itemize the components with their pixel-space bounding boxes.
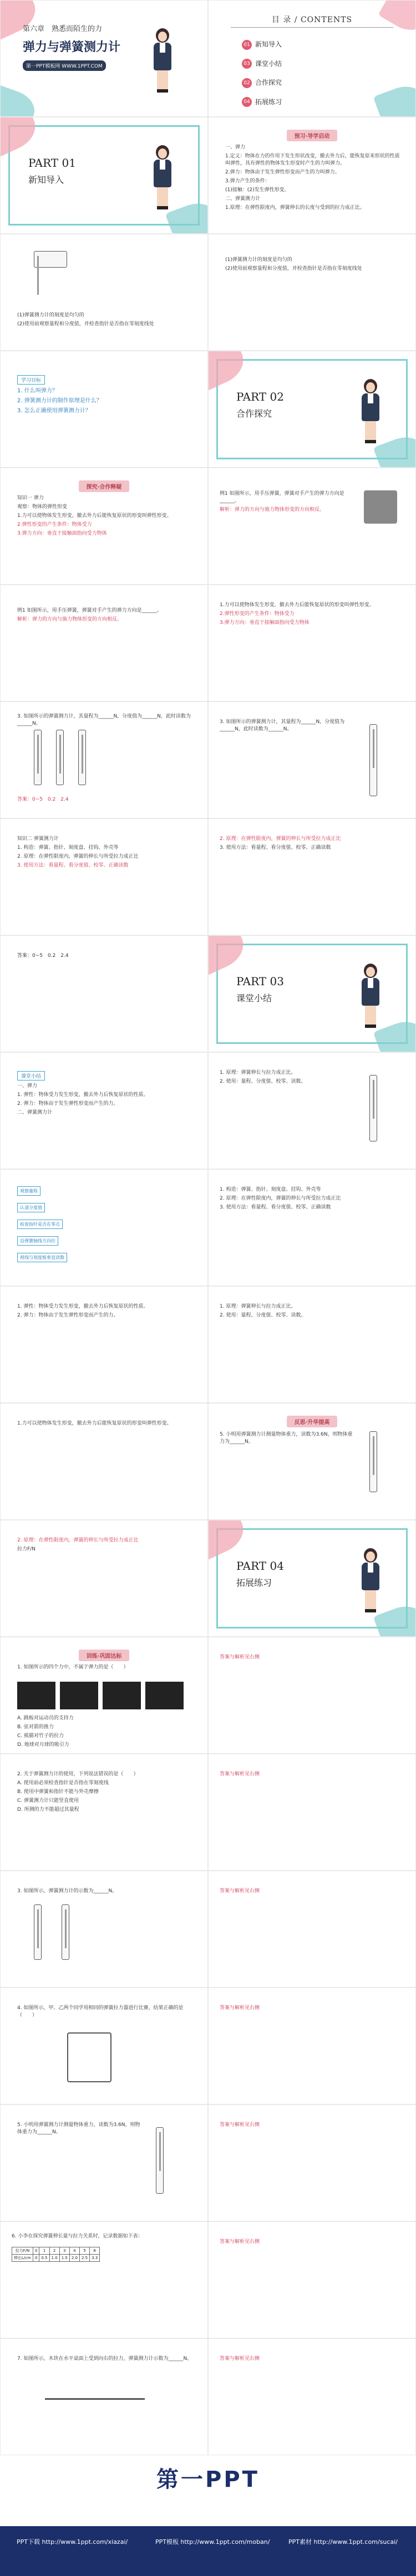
- answer-note: 答案与解析见右侧: [220, 2005, 260, 2011]
- intro-questions: (1)弹簧测力计的刻度是均匀的 (2)使用前观察量程和分度值，并检查指针是否指在零刻度线处: [17, 313, 154, 327]
- intro-questions-right: (1)弹簧测力计的刻度是均匀的 (2)使用前观察量程和分度值，并检查指针是否指在零刻度线处: [225, 257, 362, 272]
- option-image: [60, 1682, 98, 1709]
- goal-item: 2. 弹簧测力计的制作原理是什么？: [17, 398, 102, 404]
- slide-practice-2-answer: [208, 1754, 416, 1871]
- slide-coop-example: [208, 468, 416, 585]
- cover-title-block: [23, 23, 134, 71]
- answer-note: 答案与解析见右侧: [220, 1888, 260, 1894]
- toc-item[interactable]: 03 课堂小结: [242, 59, 307, 69]
- lesson-title: 弹力与弹簧测力计: [23, 40, 121, 54]
- option-image: [145, 1682, 184, 1709]
- practice-q1-images: [17, 1682, 184, 1709]
- coop-text-2: 例1 如图所示，用手压弹簧，弹簧对手产生的弹力方向是______。 解析：弹力的方向与施力物体形变的方向相反。: [17, 608, 162, 622]
- flow-explain: 1. 构造：弹簧、指针、刻度盘、挂钩、外壳等 2. 原理：在弹性限度内，弹簧的伸长与所受拉力成正比 3. 使用方法：看量程、看分度值、校零、正确读数: [220, 1187, 341, 1210]
- slide-know2-answer: [0, 935, 208, 1052]
- slide-practice-5: [0, 2104, 208, 2221]
- slide-part-02: [208, 351, 416, 468]
- slide-flow-right: [208, 1169, 416, 1286]
- brand-link[interactable]: PPT素材 http://www.1ppt.com/sucai/: [288, 2538, 398, 2546]
- answer-note: 答案与解析见右侧: [220, 2122, 260, 2128]
- practice-q4: 4. 如图所示，甲、乙两个同学用相同的弹簧拉力器进行比赛，结果正确的是（ ）: [17, 2005, 184, 2018]
- brand-link[interactable]: PPT下载 http://www.1ppt.com/xiazai/: [17, 2538, 128, 2546]
- toc-list: [242, 38, 375, 115]
- slide-practice-7: [0, 2338, 208, 2455]
- answer-note: 答案与解析见右侧: [220, 2356, 260, 2362]
- slide-reflect-right: [208, 1286, 416, 1403]
- spring-scale-figure: [369, 1075, 377, 1141]
- section-banner: 反思·升华提高: [287, 1416, 338, 1427]
- toc-item[interactable]: 01 新知导入: [242, 39, 307, 50]
- summary-tag: 课堂小结: [17, 1071, 45, 1080]
- teacher-illustration: [358, 379, 383, 445]
- slide-coop: [0, 468, 208, 585]
- slide-practice-1-answer: [208, 1637, 416, 1754]
- part-heading: [236, 1559, 284, 1589]
- flow-step: 检查指针是否在零点: [17, 1220, 63, 1229]
- slide-practice-7-answer: [208, 2338, 416, 2455]
- spring-scale-figure: [369, 724, 377, 796]
- teacher-illustration: [358, 964, 383, 1030]
- slide-know2: [0, 818, 208, 935]
- chapter-label: 第六章 熟悉而陌生的力: [23, 25, 103, 33]
- slide-intro-questions: [208, 234, 416, 351]
- slide-practice-6: [0, 2221, 208, 2338]
- slide-flow: [0, 1169, 208, 1286]
- slide-reflect-3: [0, 1520, 208, 1637]
- section-banner: 探究·合作释疑: [79, 480, 130, 492]
- part-name: 课堂小结: [236, 993, 272, 1003]
- flow-step: 沿弹簧轴线方向拉: [17, 1236, 58, 1246]
- slide-preview: [208, 117, 416, 234]
- example-photo: [364, 490, 397, 524]
- teacher-illustration: [150, 28, 175, 95]
- coop-example-text: 例1 如图所示，用手压弹簧，弹簧对手产生的弹力方向是______。 解析：弹力的方向与施力物体形变的方向相反。: [220, 491, 344, 513]
- part-heading: [28, 156, 76, 186]
- slide-practice-2: [0, 1754, 208, 1871]
- spring-scale-figure: [34, 1904, 42, 1960]
- practice-q3: 3. 如图所示，弹簧测力计的示数为______N。: [17, 1888, 118, 1894]
- spring-scale-figure: [369, 1431, 377, 1492]
- know2-text: 知识二 弹簧测力计 1. 构造：弹簧、指针、刻度盘、挂钩、外壳等 2. 原理：在弹性限度内，弹簧的伸长与所受拉力成正比 3. 使用方法：看量程、看分度值、校零、正确读数: [17, 836, 139, 868]
- slide-practice-5-answer: [208, 2104, 416, 2221]
- flow-step: 观察量程: [17, 1186, 40, 1196]
- table-row: 拉力F/N 0 1 2 3 4 5 6: [12, 2247, 100, 2255]
- part-heading: [236, 975, 284, 1004]
- reflect-text-2: 1.力可以使物体发生形变，撤去外力后能恢复原状的形变叫弹性形变。: [17, 1421, 172, 1426]
- answer-note: 答案与解析见右侧: [220, 1655, 260, 1660]
- practice-q2: 2. 关于弹簧测力计的使用，下列说法错误的是（ ） A. 使用前必须检查指针是否指在零刻度线 B. 使用中弹簧和指针不能与外壳摩擦 C. 弹簧测力计只能竖直使用 D. 所测的力不能超过其量程: [17, 1771, 139, 1812]
- practice-q1-options: A. 跳板对运动员的支持力 B. 弦对箭的推力 C. 熊猫对竹子的拉力 D. 地球对月球的吸引力: [17, 1715, 74, 1748]
- slide-know2-right: [208, 818, 416, 935]
- apparatus-figure: [34, 251, 67, 268]
- teal-leaf-decoration: [373, 80, 416, 117]
- practice-q6: 6. 小李在探究弹簧伸长量与拉力关系时，记录数据如下表：: [12, 2234, 143, 2239]
- slide-intro-apparatus: [0, 234, 208, 351]
- know2-text-right: 2. 原理：在弹性限度内，弹簧的伸长与所受拉力成正比 3. 使用方法：看量程、看分度值、校零、正确读数: [220, 836, 341, 851]
- slide-cover: [0, 0, 208, 117]
- section-banner: 预习·导学启动: [287, 130, 338, 141]
- brand-link[interactable]: PPT模板 http://www.1ppt.com/moban/: [155, 2538, 270, 2546]
- spring-scale-figure: [78, 730, 86, 785]
- brand-footer: [0, 2455, 416, 2576]
- part-number: PART 03: [236, 975, 284, 988]
- summary-block: 课堂小结 一、弹力 1. 弹性：物体受力发生形变，撤去外力后恢复原状的性质。 2. 弹力：物体由于发生弹性形变而产生的力。 二、弹簧测力计: [17, 1069, 195, 1118]
- gauge-answer: 答案：0~5 0.2 2.4: [17, 797, 69, 802]
- toc-item[interactable]: 02 合作探究: [242, 78, 307, 88]
- practice-q1: 1. 如图所示的四个力中，不属于弹力的是（ ）: [17, 1665, 129, 1670]
- flow-step: 视线与刻度板垂直读数: [17, 1253, 67, 1262]
- practice-q7: 7. 如图所示，木块在水平桌面上受到向右的拉力，弹簧测力计示数为______N。: [17, 2356, 192, 2362]
- slide-practice-1: [0, 1637, 208, 1754]
- brand-bar: [0, 2526, 416, 2576]
- gauge-question-right: 3. 如图所示的弹簧测力计，其量程为______N，分度值为______N，此时读数为______N。: [220, 719, 345, 732]
- part-name: 合作探究: [236, 408, 272, 419]
- site-badge: 第一PPT模板网 WWW.1PPT.COM: [23, 60, 106, 71]
- practice-figure: [67, 2032, 111, 2082]
- slide-practice-4-answer: [208, 1988, 416, 2104]
- teacher-illustration: [358, 1548, 383, 1615]
- reflect-question: 5. 小明用弹簧测力计测量物体重力，读数为3.6N，则物体重力为______N。: [220, 1432, 353, 1445]
- practice-q5: 5. 小明用弹簧测力计测量物体重力，读数为3.6N，则物体重力为______N。: [17, 2122, 140, 2135]
- part-name: 拓展练习: [236, 1578, 272, 1588]
- slide-gauges: [0, 701, 208, 818]
- slide-practice-6-answer: [208, 2221, 416, 2338]
- know2-answer: 答案：0~5 0.2 2.4: [17, 953, 69, 959]
- goal-item: 3. 怎么正确使用弹簧测力计？: [17, 408, 91, 414]
- slide-toc: [208, 0, 416, 117]
- part-number: PART 04: [236, 1559, 284, 1573]
- teal-leaf-decoration: [0, 84, 39, 117]
- spring-scale-figure: [56, 730, 64, 785]
- part-heading: [236, 390, 284, 419]
- gauge-question: 3. 如图所示的弹簧测力计，其量程为______N，分度值为______N，此时读数为______N。: [17, 714, 191, 726]
- slide-coop-2: [0, 585, 208, 701]
- data-table: [12, 2247, 100, 2262]
- spring-scale-figure: [156, 2127, 164, 2194]
- brand-logo: 第一PPT: [156, 2467, 260, 2492]
- slide-summary-right: [208, 1052, 416, 1169]
- reflect-text-3: 2. 原理：在弹性限度内，弹簧的伸长与所受拉力成正比 拉力F/N: [17, 1538, 139, 1552]
- flow-step: 认清分度值: [17, 1203, 45, 1212]
- reflect-text: 1. 弹性：物体受力发生形变，撤去外力后恢复原状的性质。 2. 弹力：物体由于发生弹性形变而产生的力。: [17, 1304, 149, 1318]
- slide-reflect-left: [0, 1286, 208, 1403]
- goal-item: 1. 什么叫弹力？: [17, 388, 58, 394]
- slide-reflect-2: [0, 1403, 208, 1520]
- toc-item[interactable]: 04 拓展练习: [242, 97, 307, 107]
- table-row: 伸长L/cm 0 0.5 1.0 1.5 2.0 2.5 3.3: [12, 2255, 100, 2262]
- slide-gauge-reading: [208, 701, 416, 818]
- practice-figure: [45, 2383, 145, 2400]
- summary-text-right: 1. 原理：弹簧伸长与拉力成正比。 2. 使用：量程、分度值、校零、读数。: [220, 1070, 306, 1084]
- coop-text: 知识一 弹力 观察：物体的弹性形变 1.力可以使物体发生形变，撤去外力后能恢复原状的形变叫弹性形变。 2.弹性形变的产生条件：物体受力 3.弹力方向：垂直于接触面指向受力物体: [17, 495, 172, 536]
- answer-note: 答案与解析见右侧: [220, 1771, 260, 1777]
- teacher-illustration: [150, 145, 175, 212]
- part-number: PART 01: [28, 156, 76, 170]
- slide-part-01: [0, 117, 208, 234]
- slide-practice-4: [0, 1988, 208, 2104]
- option-image: [103, 1682, 141, 1709]
- part-name: 新知导入: [28, 175, 64, 185]
- slide-coop-3: [208, 585, 416, 701]
- toc-divider: [231, 27, 393, 28]
- spring-scale-figure: [34, 730, 42, 785]
- option-image: [17, 1682, 55, 1709]
- slide-practice-3: [0, 1871, 208, 1988]
- slide-practice-3-answer: [208, 1871, 416, 1988]
- preview-text: 一、弹力 1.定义：物体在力的作用下发生形状改变，撤去外力后，能恢复原来形状的性质叫弹性，具有弹性的物体发生形变时产生的力叫弹力。 2.弹力：物体由于发生弹性形变而产生的力叫弹力。 3.弹力产生的条件： (1)接触：(2)发生弹性形变。 二、弹簧测力计 1.原理：在弹性限度内，弹簧伸长的长度与受到的拉力成正比。: [225, 145, 400, 211]
- reflect-text-right: 1. 原理：弹簧伸长与拉力成正比。 2. 使用：量程、分度值、校零、读数。: [220, 1304, 306, 1318]
- section-banner: 训练·巩固达标: [79, 1650, 130, 1661]
- slide-reflect-banner: [208, 1403, 416, 1520]
- goals-block: [17, 373, 102, 417]
- part-number: PART 02: [236, 390, 284, 403]
- slide-goals: [0, 351, 208, 468]
- toc-heading: 目 录 / CONTENTS: [271, 16, 353, 24]
- coop-text-3: 1.力可以使物体发生形变，撤去外力后能恢复原状的形变叫弹性形变。 2.弹性形变的产生条件：物体受力 3.弹力方向：垂直于接触面指向受力物体: [220, 602, 374, 626]
- answer-note: 答案与解析见右侧: [220, 2239, 260, 2245]
- slide-part-03: [208, 935, 416, 1052]
- goals-tag: 学习目标: [17, 375, 45, 385]
- slide-part-04: [208, 1520, 416, 1637]
- spring-scale-figure: [62, 1904, 69, 1960]
- slide-summary: [0, 1052, 208, 1169]
